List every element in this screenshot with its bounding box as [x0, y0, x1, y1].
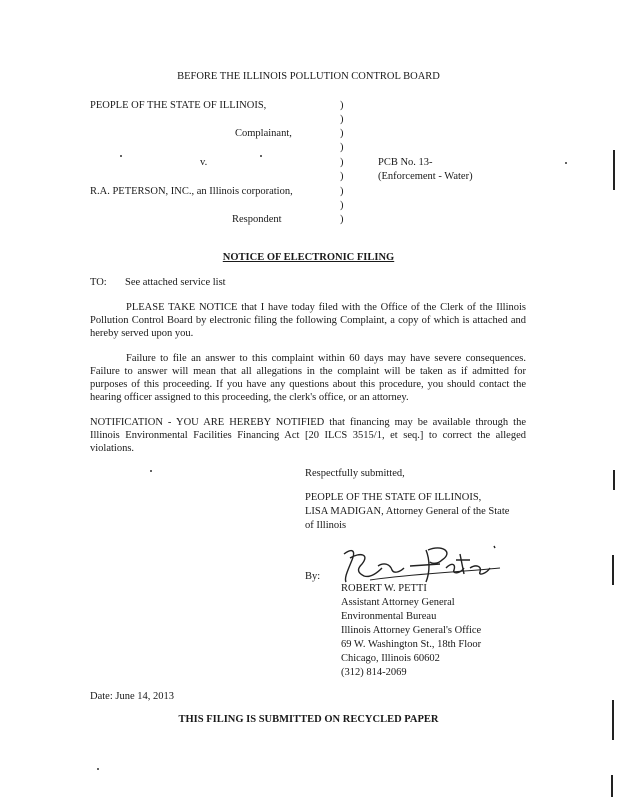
attorney-general-state: of Illinois	[305, 520, 347, 531]
versus-label: v.	[200, 157, 208, 168]
respondent-label: Respondent	[232, 214, 282, 225]
attorney-office: Illinois Attorney General's Office	[341, 625, 482, 636]
scan-speck	[260, 155, 262, 157]
notice-heading: NOTICE OF ELECTRONIC FILING	[222, 252, 395, 263]
attorney-title: Assistant Attorney General	[341, 597, 455, 608]
caption-paren: )	[340, 114, 344, 125]
to-value: See attached service list	[125, 277, 226, 288]
caption-paren: )	[340, 128, 344, 139]
caption-paren: )	[340, 157, 344, 168]
filing-date: Date: June 14, 2013	[90, 691, 174, 702]
case-number: PCB No. 13-	[378, 157, 433, 168]
notice-paragraph-consequences: Failure to file an answer to this complaint within 60 days may have severe consequences. Failure to answer will mean that all allegations in the complaint will be taken as if admitted for purposes of this proceeding. If you have any questions about this procedure, you should contact the hearing officer assigned to this proceeding, the clerk's office, or an attorney.	[90, 353, 526, 403]
case-type: (Enforcement - Water)	[378, 171, 473, 182]
closing: Respectfully submitted,	[305, 468, 405, 479]
defendant-name: R.A. PETERSON, INC., an Illinois corporation,	[90, 186, 293, 197]
caption-paren: )	[340, 100, 344, 111]
attorney-name: ROBERT W. PETTI	[341, 583, 427, 594]
attorney-bureau: Environmental Bureau	[341, 611, 437, 622]
document-title: BEFORE THE ILLINOIS POLLUTION CONTROL BOARD	[177, 71, 440, 82]
caption-paren: )	[340, 214, 344, 225]
notice-paragraph-filing: PLEASE TAKE NOTICE that I have today filed with the Office of the Clerk of the Illinois Pollution Control Board by electronic filing the following Complaint, a copy of which is attached and hereby served upon you.	[90, 302, 526, 339]
scan-edge-mark	[613, 150, 615, 190]
attorney-city: Chicago, Illinois 60602	[341, 653, 440, 664]
attorney-phone: (312) 814-2069	[341, 667, 407, 678]
to-label: TO:	[90, 277, 107, 288]
signature-image	[330, 538, 505, 588]
caption-paren: )	[340, 142, 344, 153]
scan-edge-mark	[611, 775, 613, 797]
scan-speck	[120, 155, 122, 157]
scan-edge-mark	[612, 555, 614, 585]
notice-paragraph-financing: NOTIFICATION - YOU ARE HEREBY NOTIFIED that financing may be available through the Illinois Environmental Facilities Financing Act [20 ILCS 3515/1, et seq.] to correct the alleged violations.	[90, 417, 526, 454]
scan-speck	[97, 768, 99, 770]
caption-paren: )	[340, 171, 344, 182]
caption-paren: )	[340, 200, 344, 211]
scan-speck	[565, 162, 567, 164]
scan-speck	[150, 470, 152, 472]
signing-party: PEOPLE OF THE STATE OF ILLINOIS,	[305, 492, 482, 503]
complainant-label: Complainant,	[235, 128, 292, 139]
caption-paren: )	[340, 186, 344, 197]
attorney-street: 69 W. Washington St., 18th Floor	[341, 639, 482, 650]
by-label: By:	[305, 571, 321, 582]
recycled-paper-notice: THIS FILING IS SUBMITTED ON RECYCLED PAPER	[178, 714, 439, 725]
attorney-general: LISA MADIGAN, Attorney General of the State	[305, 506, 510, 517]
plaintiff-name: PEOPLE OF THE STATE OF ILLINOIS,	[90, 100, 267, 111]
scan-edge-mark	[613, 470, 615, 490]
scan-edge-mark	[612, 700, 614, 740]
